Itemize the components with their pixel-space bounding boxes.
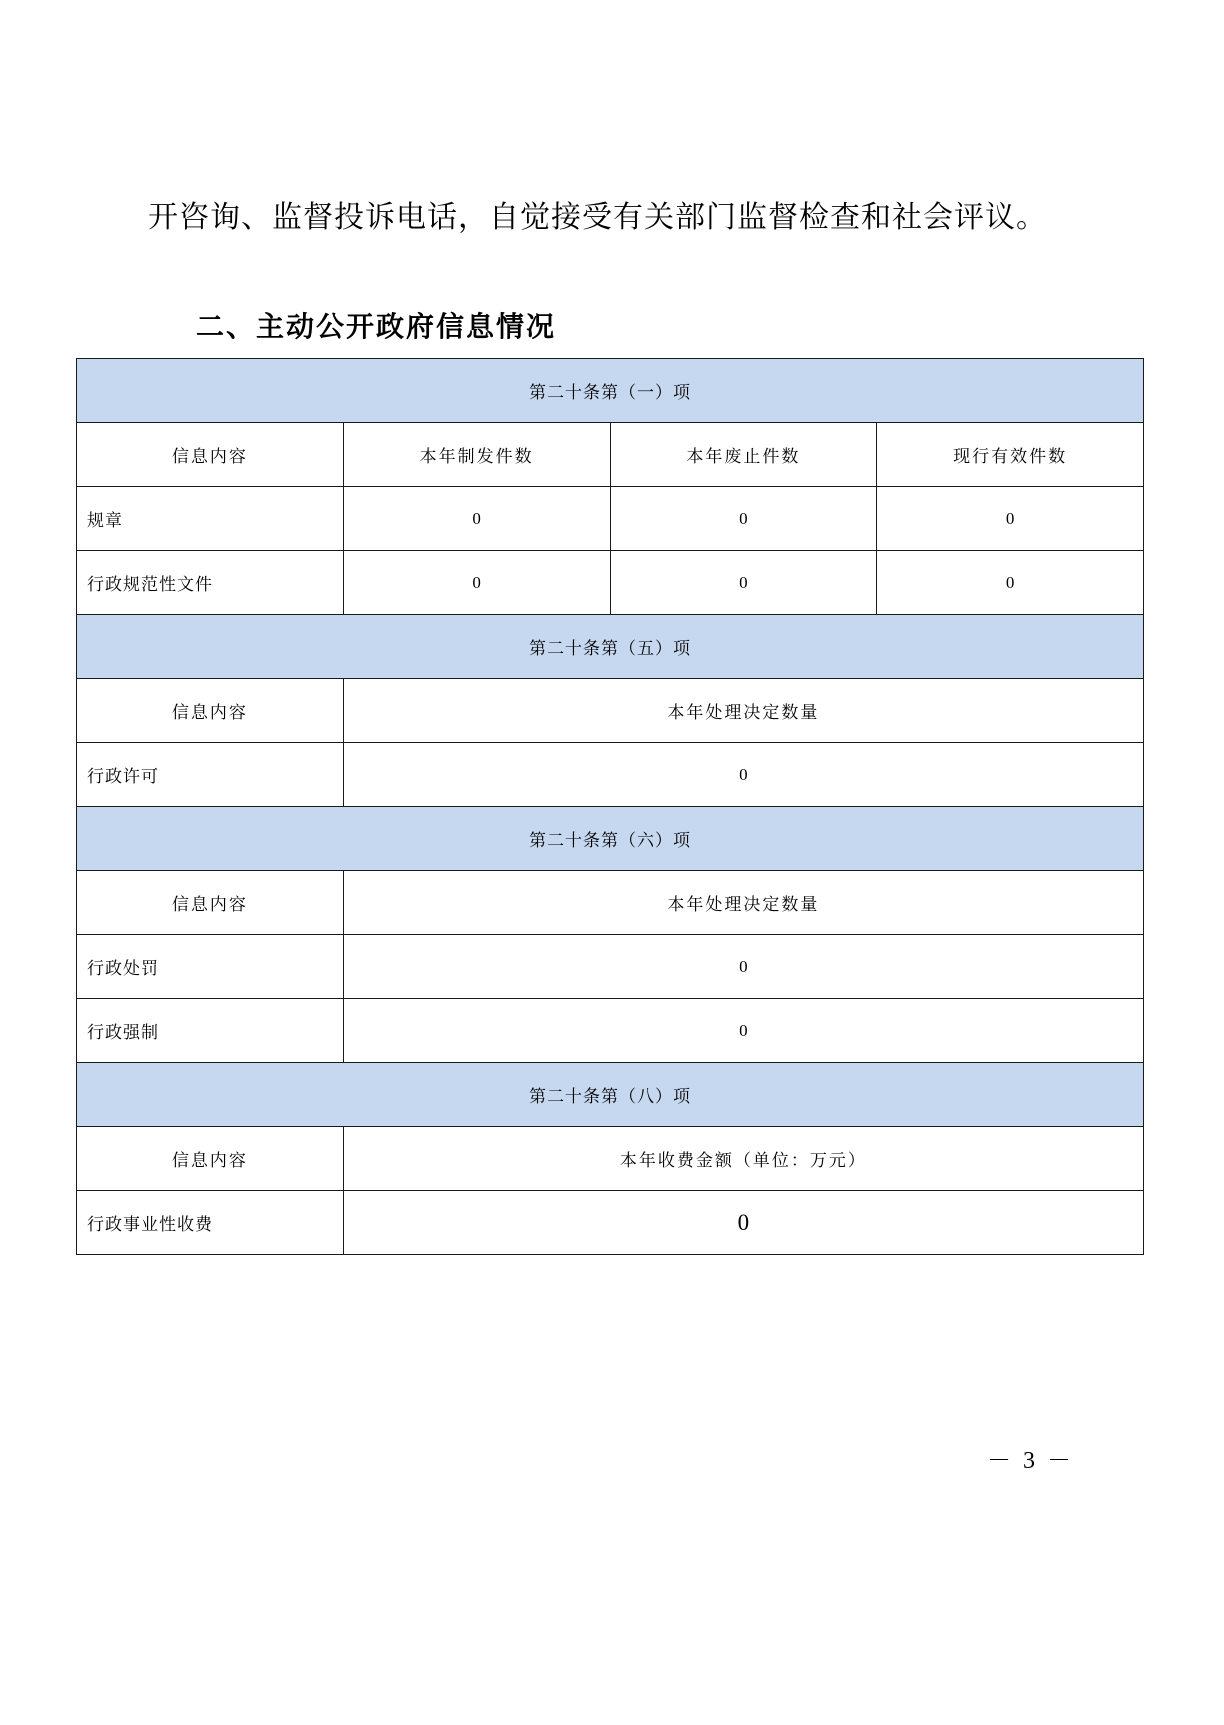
column-header: 信息内容: [77, 1127, 344, 1191]
column-header: 本年制发件数: [343, 423, 610, 487]
body-paragraph: 开咨询、监督投诉电话，自觉接受有关部门监督检查和社会评议。: [148, 201, 1047, 234]
table-header-row: [77, 871, 1144, 935]
row-value: 0: [610, 487, 877, 551]
table-row: [77, 487, 1144, 551]
section-heading: 二、主动公开政府信息情况: [196, 311, 557, 342]
table-row: [77, 551, 1144, 615]
column-header: 本年废止件数: [610, 423, 877, 487]
table-band-row: [77, 359, 1144, 423]
row-value: 0: [877, 551, 1144, 615]
row-label: 行政事业性收费: [77, 1191, 344, 1255]
table-row: [77, 743, 1144, 807]
row-value: 0: [343, 999, 1143, 1063]
band-title: 第二十条第（一）项: [77, 359, 1144, 423]
table-header-row: [77, 679, 1144, 743]
row-label: 规章: [77, 487, 344, 551]
row-label: 行政许可: [77, 743, 344, 807]
row-label: 行政处罚: [77, 935, 344, 999]
table-row: [77, 1191, 1144, 1255]
column-header: 本年处理决定数量: [343, 679, 1143, 743]
row-value: 0: [610, 551, 877, 615]
column-header: 信息内容: [77, 679, 344, 743]
table-header-row: [77, 1127, 1144, 1191]
row-value: 0: [343, 551, 610, 615]
row-label: 行政强制: [77, 999, 344, 1063]
row-value: 0: [343, 743, 1143, 807]
table-header-row: [77, 423, 1144, 487]
column-header: 本年处理决定数量: [343, 871, 1143, 935]
table-band-row: [77, 807, 1144, 871]
page-number-text: － 3 －: [987, 1448, 1074, 1474]
table-band-row: [77, 1063, 1144, 1127]
government-information-table: [76, 358, 1144, 1255]
row-value: 0: [877, 487, 1144, 551]
row-value: 0: [343, 487, 610, 551]
table-row: [77, 935, 1144, 999]
column-header: 信息内容: [77, 423, 344, 487]
row-value: 0: [343, 935, 1143, 999]
band-title: 第二十条第（八）项: [77, 1063, 1144, 1127]
row-label: 行政规范性文件: [77, 551, 344, 615]
table-row: [77, 999, 1144, 1063]
row-value: 0: [343, 1191, 1143, 1255]
column-header: 本年收费金额（单位：万元）: [343, 1127, 1143, 1191]
band-title: 第二十条第（五）项: [77, 615, 1144, 679]
column-header: 现行有效件数: [877, 423, 1144, 487]
band-title: 第二十条第（六）项: [77, 807, 1144, 871]
table-band-row: [77, 615, 1144, 679]
column-header: 信息内容: [77, 871, 344, 935]
